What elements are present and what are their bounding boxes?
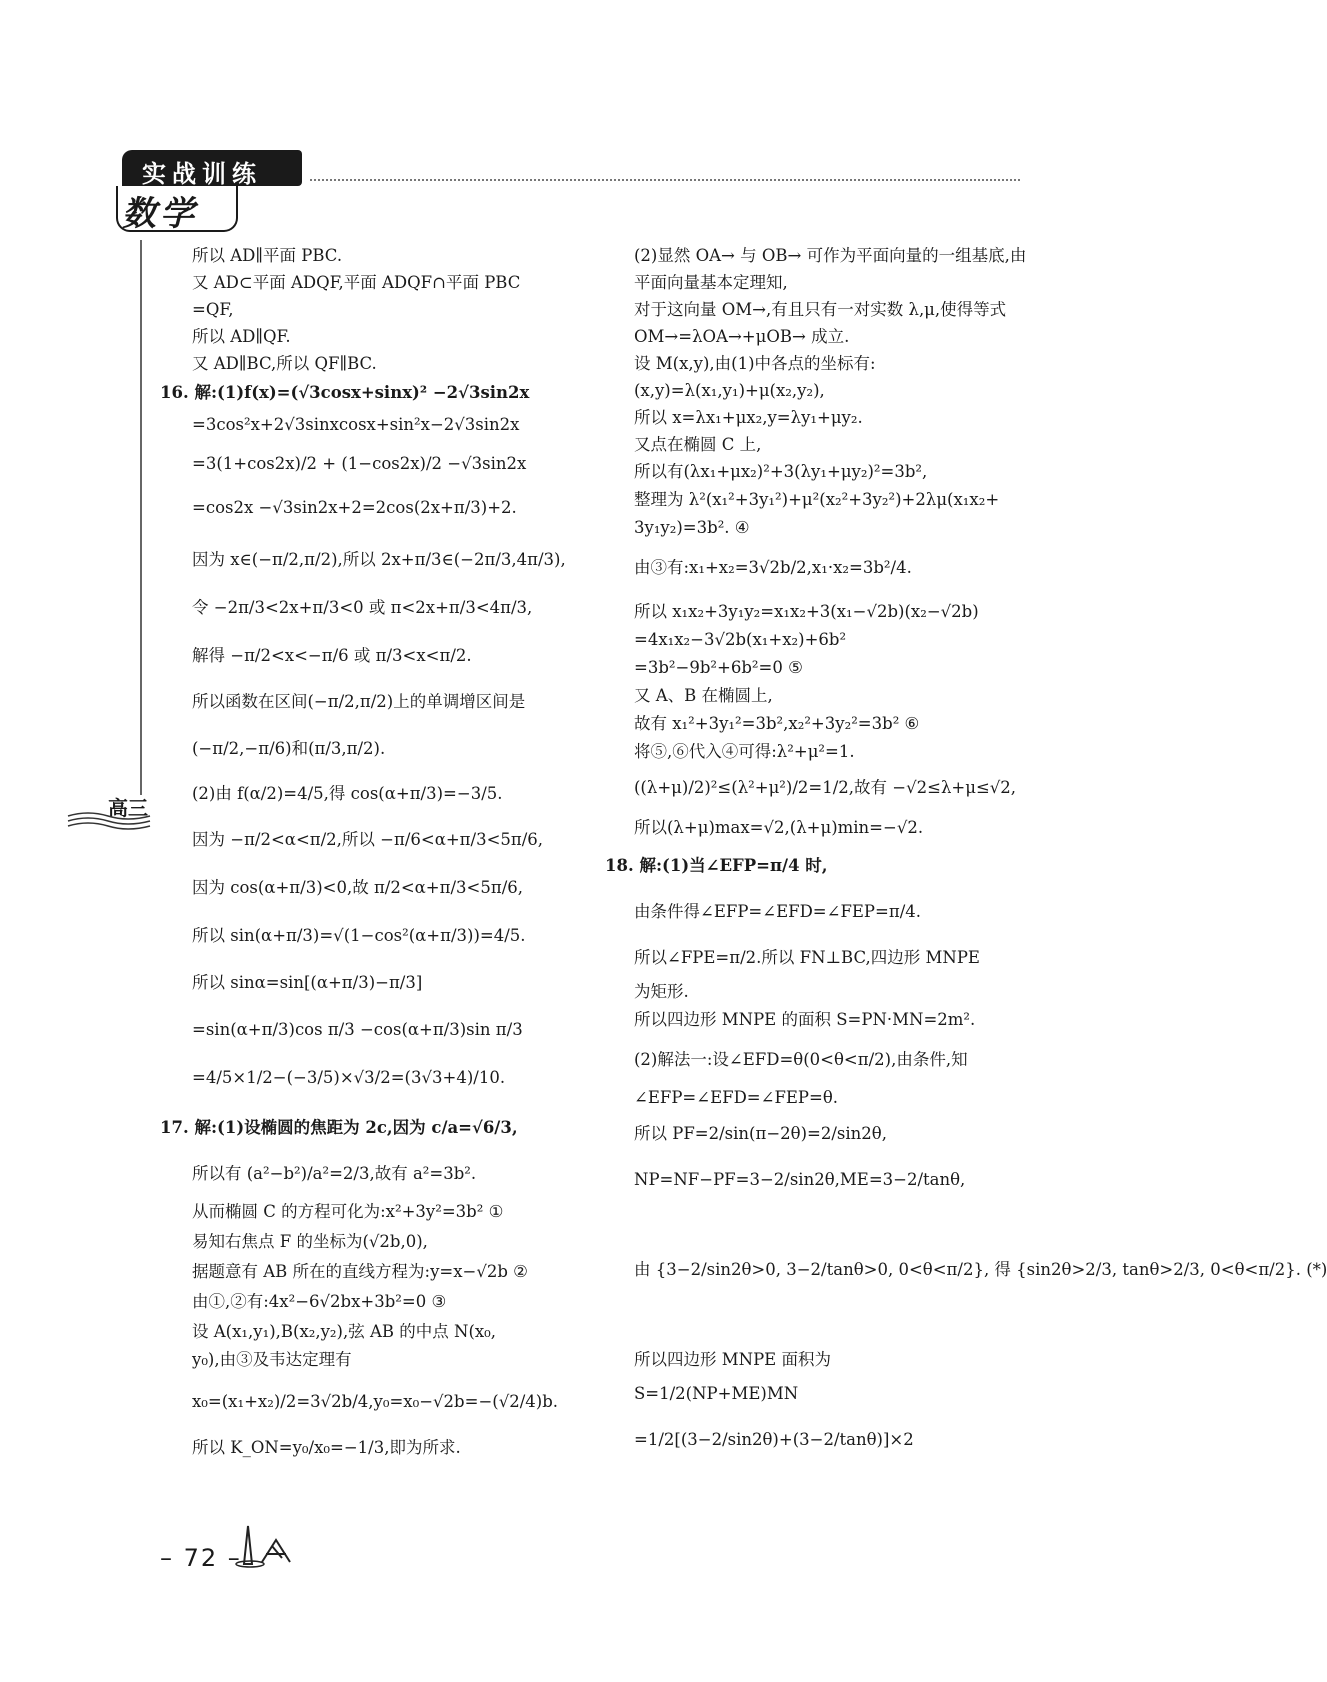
text-line: 为矩形. [634, 982, 689, 1001]
text-line: S=1/2(NP+ME)MN [634, 1384, 799, 1403]
text-line: 又 AD⊂平面 ADQF,平面 ADQF∩平面 PBC [192, 273, 521, 292]
grade-tab: 高三 [108, 796, 148, 820]
text-line: 由①,②有:4x²−6√2bx+3b²=0 ③ [192, 1292, 447, 1311]
text-line: =3(1+cos2x)/2 + (1−cos2x)/2 −√3sin2x [192, 454, 527, 473]
text-line: 所以 x=λx₁+μx₂,y=λy₁+μy₂. [634, 408, 863, 427]
text-line: 所以 PF=2/sin(π−2θ)=2/sin2θ, [634, 1124, 887, 1143]
text-line: (2)由 f(α/2)=4/5,得 cos(α+π/3)=−3/5. [192, 784, 503, 803]
text-line: 所以四边形 MNPE 面积为 [634, 1350, 831, 1369]
text-line: 对于这向量 OM→,有且只有一对实数 λ,μ,使得等式 [634, 300, 1007, 319]
text-line: 解得 −π/2<x<−π/6 或 π/3<x<π/2. [192, 646, 472, 665]
text-line: 所以 sinα=sin[(α+π/3)−π/3] [192, 973, 423, 992]
text-line: ∠EFP=∠EFD=∠FEP=θ. [634, 1088, 839, 1107]
text-line: =sin(α+π/3)cos π/3 −cos(α+π/3)sin π/3 [192, 1020, 523, 1039]
text-line: 从而椭圆 C 的方程可化为:x²+3y²=3b² ① [192, 1202, 504, 1221]
text-line: =1/2[(3−2/sin2θ)+(3−2/tanθ)]×2 [634, 1430, 914, 1449]
wave-ornament-icon [66, 810, 152, 832]
text-line: OM→=λOA→+μOB→ 成立. [634, 327, 850, 346]
text-line: 所以∠FPE=π/2.所以 FN⊥BC,四边形 MNPE [634, 948, 980, 967]
page-number: – 72 – [160, 1544, 242, 1572]
text-line: (2)显然 OA→ 与 OB→ 可作为平面向量的一组基底,由 [634, 246, 1027, 265]
text-line: (x,y)=λ(x₁,y₁)+μ(x₂,y₂), [634, 381, 825, 400]
text-line: 设 A(x₁,y₁),B(x₂,y₂),弦 AB 的中点 N(x₀, [192, 1322, 497, 1341]
text-line: =QF, [192, 300, 234, 319]
text-line: (2)解法一:设∠EFD=θ(0<θ<π/2),由条件,知 [634, 1050, 968, 1069]
text-line: =cos2x −√3sin2x+2=2cos(2x+π/3)+2. [192, 498, 517, 517]
text-line: =3cos²x+2√3sinxcosx+sin²x−2√3sin2x [192, 415, 520, 434]
text-line: 所以 sin(α+π/3)=√(1−cos²(α+π/3))=4/5. [192, 926, 526, 945]
header-divider [310, 179, 1020, 181]
text-line: 所以 AD∥平面 PBC. [192, 246, 343, 265]
series-title: 实战训练 [142, 160, 262, 188]
text-line: 由③有:x₁+x₂=3√2b/2,x₁·x₂=3b²/4. [634, 558, 912, 577]
text-line: 所以 AD∥QF. [192, 327, 291, 346]
text-line: 3y₁y₂)=3b². ④ [634, 518, 750, 537]
text-line: 因为 −π/2<α<π/2,所以 −π/6<α+π/3<5π/6, [192, 830, 544, 849]
text-line: 所以 x₁x₂+3y₁y₂=x₁x₂+3(x₁−√2b)(x₂−√2b) [634, 602, 979, 621]
text-line: 所以 K_ON=y₀/x₀=−1/3,即为所求. [192, 1438, 461, 1457]
text-line: 设 M(x,y),由(1)中各点的坐标有: [634, 354, 876, 373]
subject-title: 数学 [122, 194, 198, 234]
text-line: x₀=(x₁+x₂)/2=3√2b/4,y₀=x₀−√2b=−(√2/4)b. [192, 1392, 559, 1411]
text-line: 因为 cos(α+π/3)<0,故 π/2<α+π/3<5π/6, [192, 878, 524, 897]
margin-rule [140, 240, 142, 795]
text-line: 整理为 λ²(x₁²+3y₁²)+μ²(x₂²+3y₂²)+2λμ(x₁x₂+ [634, 490, 1000, 509]
text-line: 令 −2π/3<2x+π/3<0 或 π<2x+π/3<4π/3, [192, 598, 533, 617]
text-line: =4x₁x₂−3√2b(x₁+x₂)+6b² [634, 630, 847, 649]
text-line: 由条件得∠EFP=∠EFD=∠FEP=π/4. [634, 902, 922, 921]
text-line: 据题意有 AB 所在的直线方程为:y=x−√2b ② [192, 1262, 528, 1281]
problem-17-heading: 17. 解:(1)设椭圆的焦距为 2c,因为 c/a=√6/3, [160, 1118, 518, 1137]
text-line: 又 A、B 在椭圆上, [634, 686, 773, 705]
text-line: =4/5×1/2−(−3/5)×√3/2=(3√3+4)/10. [192, 1068, 506, 1087]
text-line: NP=NF−PF=3−2/sin2θ,ME=3−2/tanθ, [634, 1170, 966, 1189]
text-line: y₀),由③及韦达定理有 [192, 1350, 352, 1369]
text-line: 平面向量基本定理知, [634, 273, 788, 292]
text-line: (−π/2,−π/6)和(π/3,π/2). [192, 739, 386, 758]
text-line: 故有 x₁²+3y₁²=3b²,x₂²+3y₂²=3b² ⑥ [634, 714, 920, 733]
text-line: 易知右焦点 F 的坐标为(√2b,0), [192, 1232, 428, 1251]
text-line: 所以有(λx₁+μx₂)²+3(λy₁+μy₂)²=3b², [634, 462, 928, 481]
text-line: 所以四边形 MNPE 的面积 S=PN·MN=2m². [634, 1010, 976, 1029]
problem-16-heading: 16. 解:(1)f(x)=(√3cosx+sinx)² −2√3sin2x [160, 383, 530, 402]
text-line: 由 {3−2/sin2θ>0, 3−2/tanθ>0, 0<θ<π/2}, 得 {sin2θ>2/3, tanθ>2/3, 0<θ<π/2}. (*) [634, 1260, 1327, 1279]
text-line: 又点在椭圆 C 上, [634, 435, 762, 454]
text-line: 所以有 (a²−b²)/a²=2/3,故有 a²=3b². [192, 1164, 477, 1183]
text-line: 将⑤,⑥代入④可得:λ²+μ²=1. [634, 742, 855, 761]
tower-logo-icon [232, 1518, 302, 1568]
text-line: 又 AD∥BC,所以 QF∥BC. [192, 354, 377, 373]
text-line: 所以函数在区间(−π/2,π/2)上的单调增区间是 [192, 692, 526, 711]
text-line: ((λ+μ)/2)²≤(λ²+μ²)/2=1/2,故有 −√2≤λ+μ≤√2, [634, 778, 1017, 797]
text-line: 所以(λ+μ)max=√2,(λ+μ)min=−√2. [634, 818, 924, 837]
text-line: =3b²−9b²+6b²=0 ⑤ [634, 658, 803, 677]
problem-18-heading: 18. 解:(1)当∠EFP=π/4 时, [605, 856, 828, 875]
text-line: 因为 x∈(−π/2,π/2),所以 2x+π/3∈(−2π/3,4π/3), [192, 550, 566, 569]
